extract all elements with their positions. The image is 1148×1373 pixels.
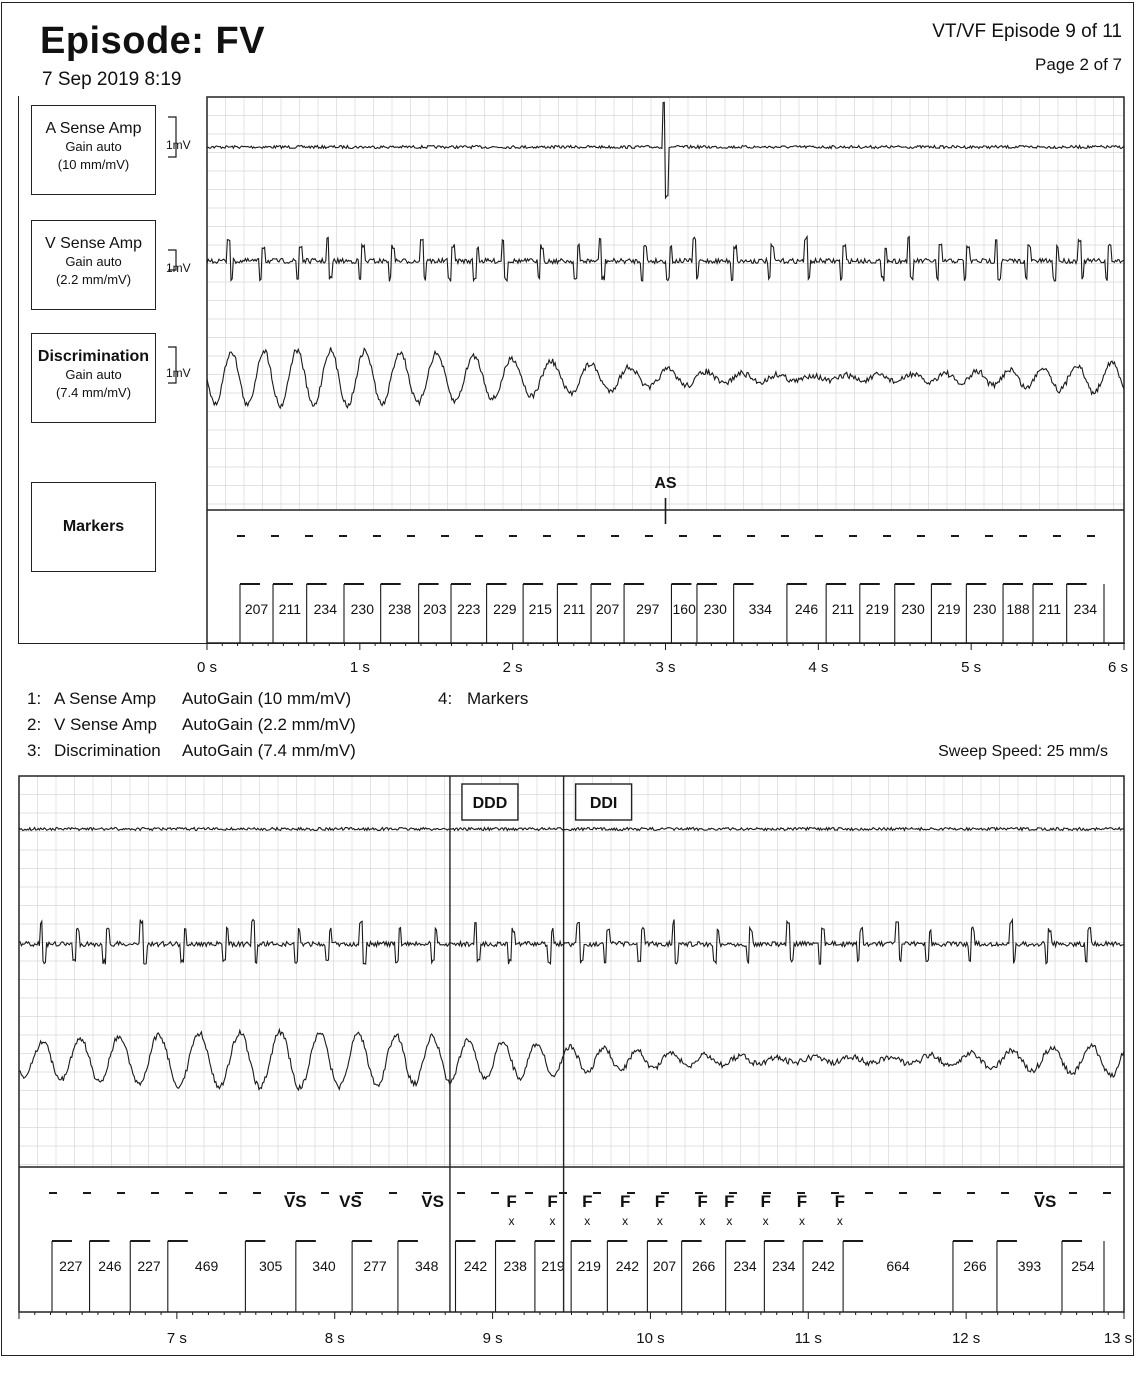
interval-value: 238 <box>387 601 412 617</box>
marker-label: VS <box>1033 1192 1057 1211</box>
marker-label: VS <box>283 1192 307 1211</box>
channel-name: Discrimination <box>37 348 150 365</box>
episode-count: VT/VF Episode 9 of 11 <box>932 21 1122 42</box>
channel-name: A Sense Amp <box>45 120 142 137</box>
scale-label: 1mV <box>166 138 191 152</box>
interval-value: 207 <box>244 601 269 617</box>
scale-label: 1mV <box>166 261 191 275</box>
marker-label: F <box>796 1192 808 1211</box>
interval-value: 219 <box>541 1258 565 1274</box>
marker-annotation: x <box>699 1214 706 1228</box>
marker-annotation: x <box>798 1214 805 1228</box>
legend-channel: Markers <box>467 689 529 708</box>
interval-value: 234 <box>772 1258 796 1274</box>
interval-value: 348 <box>415 1258 439 1274</box>
interval-value: 297 <box>636 601 660 617</box>
interval-value: 266 <box>963 1258 987 1274</box>
axis-tick-label: 11 s <box>794 1330 822 1347</box>
axis-tick-label: 13 s <box>1103 1330 1133 1347</box>
interval-value: 230 <box>973 601 997 617</box>
interval-value: 211 <box>1038 601 1062 617</box>
interval-value: 229 <box>493 601 517 617</box>
marker-label: VS <box>421 1192 444 1211</box>
marker-label: F <box>547 1192 558 1211</box>
axis-tick-label: 1 s <box>349 659 370 676</box>
interval-value: 393 <box>1017 1258 1042 1274</box>
channel-gain-value: (10 mm/mV) <box>57 157 130 172</box>
interval-value: 223 <box>457 601 481 617</box>
marker-annotation: x <box>656 1214 663 1228</box>
interval-value: 207 <box>595 601 620 617</box>
interval-value: 277 <box>363 1258 387 1274</box>
interval-value: 160 <box>672 601 696 617</box>
legend-number: 4: <box>438 689 453 708</box>
channel-gain-value: (7.4 mm/mV) <box>55 385 132 400</box>
interval-value: 246 <box>98 1258 122 1274</box>
marker-label: F <box>724 1192 735 1211</box>
interval-value: 207 <box>652 1258 677 1274</box>
channel-gain-mode: Gain auto <box>65 254 122 269</box>
marker-label: F <box>654 1192 666 1211</box>
interval-value: 340 <box>312 1258 336 1274</box>
scale-label: 1mV <box>166 366 191 380</box>
marker-label: F <box>582 1192 593 1211</box>
interval-value: 266 <box>691 1258 716 1274</box>
channel-gain-value: (2.2 mm/mV) <box>55 272 132 287</box>
marker-annotation: x <box>549 1214 556 1228</box>
legend-gain: AutoGain (7.4 mm/mV) <box>182 741 356 760</box>
legend-gain: AutoGain (2.2 mm/mV) <box>182 715 356 734</box>
trace-v-sense-amp <box>19 920 1124 965</box>
axis-tick-label: 6 s <box>1107 659 1129 676</box>
axis-tick-label: 10 s <box>636 1330 665 1347</box>
legend-gain: AutoGain (10 mm/mV) <box>182 689 352 708</box>
axis-tick-label: 7 s <box>166 1330 187 1347</box>
interval-value: 211 <box>831 601 855 617</box>
trace-discrimination <box>19 1030 1124 1090</box>
interval-value: 230 <box>703 601 727 617</box>
mode-switch-label: DDI <box>589 795 618 812</box>
interval-value: 234 <box>733 1258 757 1274</box>
page-indicator: Page 2 of 7 <box>1035 55 1122 74</box>
marker-label: F <box>834 1192 846 1211</box>
sweep-speed: Sweep Speed: 25 mm/s <box>938 743 1108 760</box>
interval-value: 469 <box>194 1258 219 1274</box>
legend-channel: V Sense Amp <box>54 715 158 734</box>
interval-value: 211 <box>278 601 302 617</box>
marker-annotation: x <box>584 1214 591 1228</box>
axis-tick-label: 2 s <box>502 659 523 676</box>
marker-annotation: x <box>726 1214 733 1228</box>
channel-name: V Sense Amp <box>45 235 142 252</box>
axis-tick-label: 3 s <box>655 659 676 676</box>
interval-value: 242 <box>463 1258 488 1274</box>
trace-discrimination <box>207 347 1124 408</box>
legend-number: 3: <box>27 741 42 760</box>
interval-value: 219 <box>865 601 889 617</box>
interval-value: 211 <box>563 601 586 617</box>
interval-value: 230 <box>901 601 925 617</box>
interval-value: 254 <box>1071 1258 1095 1274</box>
axis-tick-label: 0 s <box>196 659 218 676</box>
trace-a-sense-amp <box>207 102 1124 198</box>
marker-label: F <box>760 1192 771 1211</box>
marker-annotation: x <box>622 1214 629 1228</box>
interval-value: 230 <box>350 601 375 617</box>
episode-datetime: 7 Sep 2019 8:19 <box>42 69 182 90</box>
interval-value: 334 <box>748 601 772 617</box>
marker-label: F <box>619 1192 631 1211</box>
interval-value: 234 <box>313 601 338 617</box>
mode-switch-label: DDD <box>472 795 508 812</box>
interval-value: 219 <box>937 601 961 617</box>
legend-number: 2: <box>27 715 42 734</box>
axis-tick-label: 5 s <box>961 659 982 676</box>
legend-channel: A Sense Amp <box>54 689 157 708</box>
episode-title: Episode: FV <box>40 20 266 62</box>
axis-tick-label: 12 s <box>951 1330 981 1347</box>
marker-annotation: x <box>762 1214 769 1228</box>
marker-label: F <box>697 1192 708 1211</box>
interval-value: 234 <box>1073 601 1098 617</box>
legend-channel: Discrimination <box>54 741 161 760</box>
marker-label: VS <box>339 1192 362 1211</box>
channel-gain-mode: Gain auto <box>65 367 122 382</box>
axis-tick-label: 4 s <box>808 659 829 676</box>
interval-value: 242 <box>811 1258 835 1274</box>
interval-value: 215 <box>528 601 552 617</box>
event-label: AS <box>654 475 677 492</box>
axis-tick-label: 9 s <box>482 1330 503 1347</box>
legend-number: 1: <box>27 689 42 708</box>
interval-value: 664 <box>886 1258 910 1274</box>
interval-value: 227 <box>59 1258 83 1274</box>
interval-value: 238 <box>503 1258 527 1274</box>
marker-annotation: x <box>508 1214 515 1228</box>
trace-a-sense-amp <box>19 828 1124 831</box>
trace-v-sense-amp <box>207 237 1124 282</box>
channel-gain-mode: Gain auto <box>65 139 122 154</box>
interval-value: 227 <box>137 1258 161 1274</box>
interval-value: 305 <box>258 1258 283 1274</box>
interval-value: 188 <box>1006 601 1030 617</box>
axis-tick-label: 8 s <box>324 1330 345 1347</box>
marker-annotation: x <box>836 1214 843 1228</box>
interval-value: 242 <box>615 1258 640 1274</box>
interval-value: 219 <box>577 1258 601 1274</box>
channel-name: Markers <box>62 518 125 535</box>
interval-value: 203 <box>423 601 447 617</box>
interval-value: 246 <box>794 601 819 617</box>
panel-border <box>19 776 1124 1312</box>
marker-label: F <box>506 1192 517 1211</box>
